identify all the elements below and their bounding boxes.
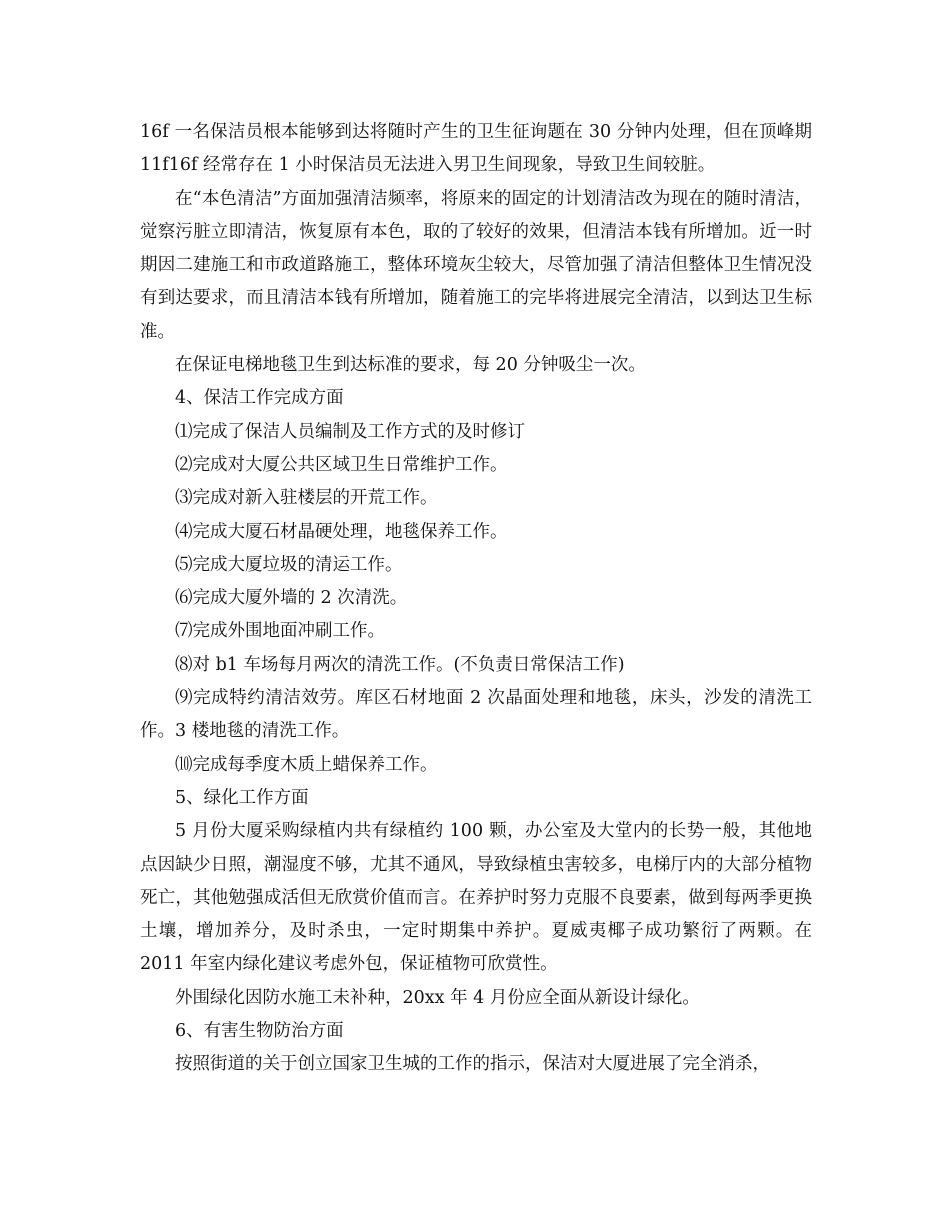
list-item-3: ⑶完成对新入驻楼层的开荒工作。 <box>175 488 438 509</box>
section-heading-greening: 5、绿化工作方面 <box>175 787 309 808</box>
document-body <box>140 116 812 1082</box>
list-item-6: ⑹完成大厦外墙的 2 次清洗。 <box>175 588 408 609</box>
list-item-5: ⑸完成大厦垃圾的清运工作。 <box>175 554 403 575</box>
paragraph-elevator-carpet: 在保证电梯地毯卫生到达标准的要求，每 20 分钟吸尘一次。 <box>175 355 646 376</box>
list-item-8: ⑻对 b1 车场每月两次的清洗工作。(不负责日常保洁工作) <box>175 654 625 675</box>
list-item-1: ⑴完成了保洁人员编制及工作方式的及时修订 <box>175 421 525 442</box>
section-heading-cleaning-work: 4、保洁工作完成方面 <box>175 388 344 409</box>
paragraph-toilet-cleaning: 16f 一名保洁员根本能够到达将随时产生的卫生征询题在 30 分钟内处理，但在顶峰期 11f16f 经常存在 1 小时保洁员无法进入男卫生间现象，导致卫生间较脏。 <box>140 122 812 176</box>
paragraph-pest-control: 按照街道的关于创立国家卫生城的工作的指示，保洁对大厦进展了完全消杀， <box>175 1054 770 1075</box>
paragraph-exterior-greening: 外围绿化因防水施工未补种，20xx 年 4 月份应全面从新设计绿化。 <box>175 987 700 1008</box>
section-heading-pest-control: 6、有害生物防治方面 <box>175 1021 344 1042</box>
list-item-9: ⑼完成特约清洁效劳。库区石材地面 2 次晶面处理和地毯，床头，沙发的清洗工作。3 楼地毯的清洗工作。 <box>140 688 812 742</box>
paragraph-color-cleaning: 在“本色清洁”方面加强清洁频率，将原来的固定的计划清洁改为现在的随时清洁，觉察污脏立即清洁，恢复原有本色，取的了较好的效果，但清洁本钱有所增加。近一时期因二建施工和市政道路施工，整体环境灰尘较大，尽管加强了清洁但整体卫生情况没有到达要求，而且清洁本钱有所增加，随着施工的完毕将进展完全清洁，以到达卫生标准。 <box>140 188 812 342</box>
list-item-4: ⑷完成大厦石材晶硬处理，地毯保养工作。 <box>175 521 508 542</box>
list-item-10: ⑽完成每季度木质上蜡保养工作。 <box>175 754 438 775</box>
list-item-7: ⑺完成外围地面冲刷工作。 <box>175 621 385 642</box>
paragraph-greening-plants: 5 月份大厦采购绿植内共有绿植约 100 颗，办公室及大堂内的长势一般，其他地点因缺少日照，潮湿度不够，尤其不通风，导致绿植虫害较多，电梯厅内的大部分植物死亡，其他勉强成活但无欣赏价值而言。在养护时努力克服不良要素，做到每两季更换土壤，增加养分，及时杀虫，一定时期集中养护。夏威夷椰子成功繁衍了两颗。在 2011 年室内绿化建议考虑外包，保证植物可欣赏性。 <box>140 821 812 975</box>
list-item-2: ⑵完成对大厦公共区域卫生日常维护工作。 <box>175 454 508 475</box>
